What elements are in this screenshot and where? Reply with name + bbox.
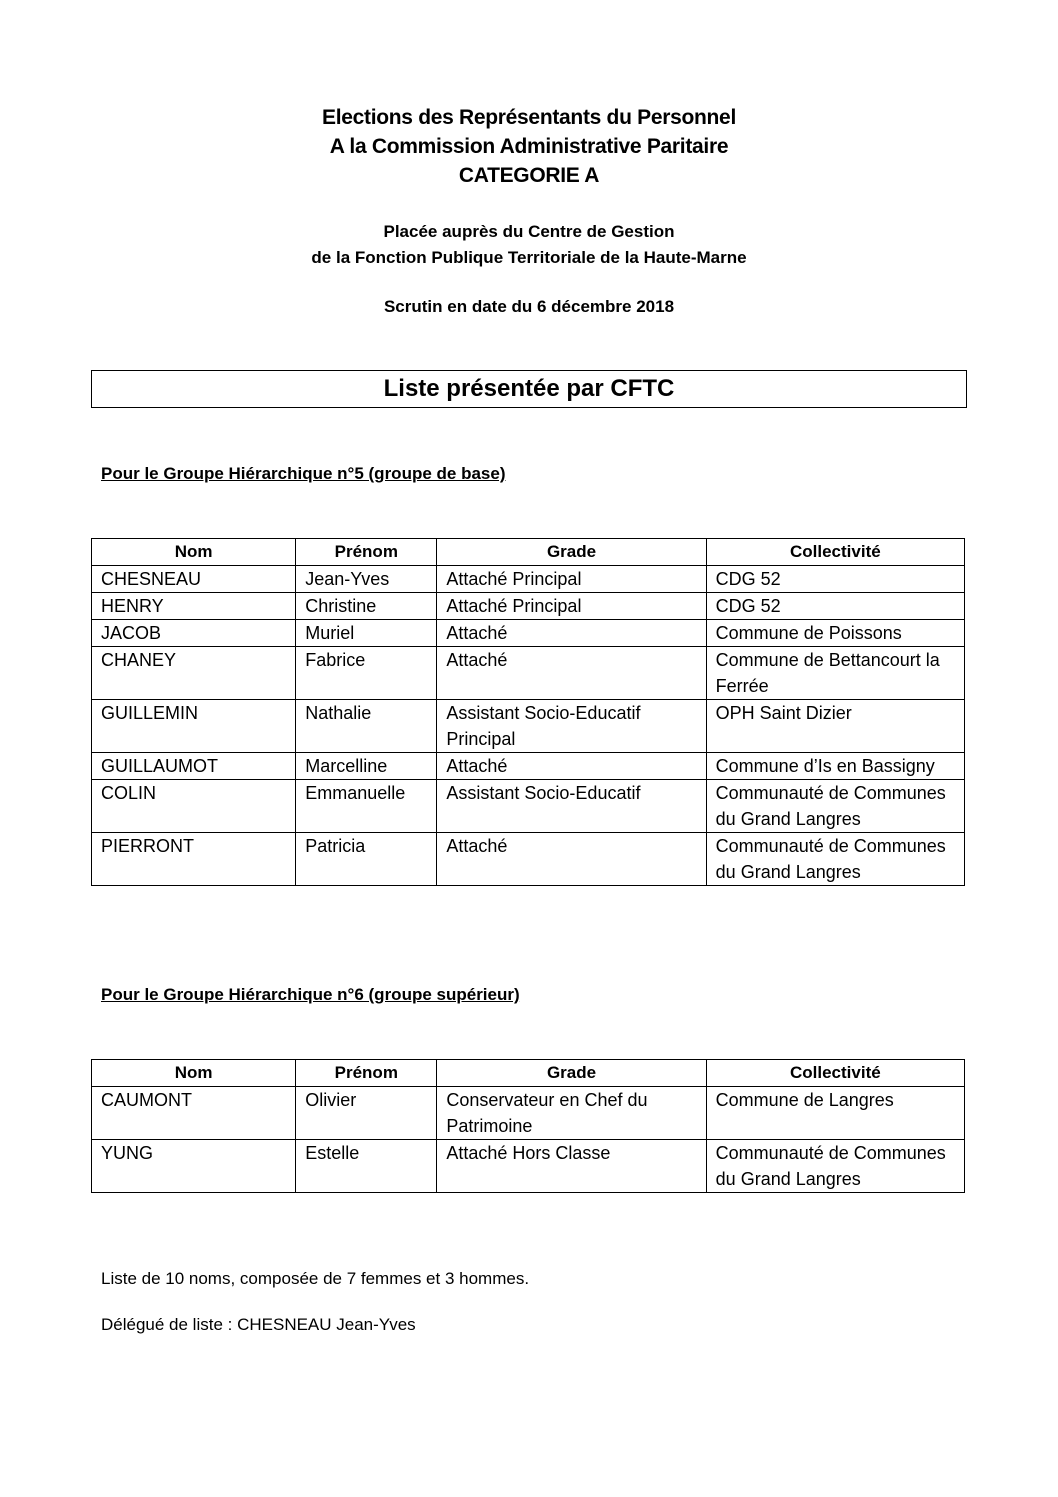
- cell-nom: PIERRONT: [92, 833, 296, 886]
- table-row: [92, 700, 965, 753]
- cell-grade: Attaché: [437, 647, 706, 700]
- list-summary: Liste de 10 noms, composée de 7 femmes et 3 hommes.: [101, 1269, 530, 1288]
- group6-table: [91, 1059, 965, 1193]
- cell-collectivite: Commune d’Is en Bassigny: [706, 753, 964, 780]
- header-grade: Grade: [437, 1060, 706, 1087]
- cell-collectivite: Commune de Poissons: [706, 620, 964, 647]
- cell-nom: HENRY: [92, 593, 296, 620]
- cell-grade: Conservateur en Chef du Patrimoine: [437, 1087, 706, 1140]
- subtitle-line-1: Placée auprès du Centre de Gestion: [383, 222, 675, 241]
- table-row: [92, 1087, 965, 1140]
- cell-collectivite: CDG 52: [706, 593, 964, 620]
- cell-collectivite: Communauté de Communes du Grand Langres: [706, 1140, 964, 1193]
- table-row: [92, 780, 965, 833]
- table-row: [92, 1140, 965, 1193]
- cell-collectivite: Commune de Langres: [706, 1087, 964, 1140]
- table-header-row: [92, 539, 965, 566]
- header-collectivite: Collectivité: [706, 1060, 964, 1087]
- subtitle-line-2: de la Fonction Publique Territoriale de la Haute-Marne: [311, 248, 747, 267]
- cell-grade: Assistant Socio-Educatif: [437, 780, 706, 833]
- cell-prenom: Fabrice: [296, 647, 437, 700]
- cell-grade: Assistant Socio-Educatif Principal: [437, 700, 706, 753]
- title-line-2: A la Commission Administrative Paritaire: [329, 135, 729, 158]
- cell-prenom: Marcelline: [296, 753, 437, 780]
- cell-collectivite: Communauté de Communes du Grand Langres: [706, 833, 964, 886]
- header-grade: Grade: [437, 539, 706, 566]
- cell-nom: COLIN: [92, 780, 296, 833]
- group6-heading: Pour le Groupe Hiérarchique n°6 (groupe supérieur): [101, 985, 520, 1004]
- cell-prenom: Jean-Yves: [296, 566, 437, 593]
- cell-collectivite: Communauté de Communes du Grand Langres: [706, 780, 964, 833]
- table-row: [92, 566, 965, 593]
- cell-nom: CHANEY: [92, 647, 296, 700]
- cell-nom: GUILLEMIN: [92, 700, 296, 753]
- group5-heading: Pour le Groupe Hiérarchique n°5 (groupe de base): [101, 464, 506, 483]
- header-nom: Nom: [92, 539, 296, 566]
- cell-prenom: Muriel: [296, 620, 437, 647]
- table-header-row: [92, 1060, 965, 1087]
- document-title: [0, 103, 1058, 190]
- cell-prenom: Emmanuelle: [296, 780, 437, 833]
- table-row: [92, 647, 965, 700]
- cell-grade: Attaché: [437, 833, 706, 886]
- table-row: [92, 753, 965, 780]
- cell-prenom: Nathalie: [296, 700, 437, 753]
- header-prenom: Prénom: [296, 539, 437, 566]
- cell-collectivite: Commune de Bettancourt la Ferrée: [706, 647, 964, 700]
- title-line-1: Elections des Représentants du Personnel: [322, 106, 736, 129]
- cell-prenom: Estelle: [296, 1140, 437, 1193]
- cell-grade: Attaché: [437, 753, 706, 780]
- list-delegate: Délégué de liste : CHESNEAU Jean-Yves: [101, 1315, 416, 1334]
- table-row: [92, 620, 965, 647]
- cell-nom: CAUMONT: [92, 1087, 296, 1140]
- cell-nom: GUILLAUMOT: [92, 753, 296, 780]
- cell-grade: Attaché Principal: [437, 593, 706, 620]
- cell-grade: Attaché Principal: [437, 566, 706, 593]
- ballot-date: Scrutin en date du 6 décembre 2018: [383, 297, 675, 316]
- cell-prenom: Patricia: [296, 833, 437, 886]
- cell-grade: Attaché Hors Classe: [437, 1140, 706, 1193]
- header-nom: Nom: [92, 1060, 296, 1087]
- group5-table: [91, 538, 965, 886]
- cell-nom: CHESNEAU: [92, 566, 296, 593]
- table-row: [92, 593, 965, 620]
- list-title-box: Liste présentée par CFTC: [91, 370, 967, 408]
- cell-prenom: Olivier: [296, 1087, 437, 1140]
- cell-collectivite: OPH Saint Dizier: [706, 700, 964, 753]
- header-prenom: Prénom: [296, 1060, 437, 1087]
- header-collectivite: Collectivité: [706, 539, 964, 566]
- title-line-3: CATEGORIE A: [458, 164, 600, 187]
- cell-nom: YUNG: [92, 1140, 296, 1193]
- document-subtitle: [0, 219, 1058, 271]
- cell-grade: Attaché: [437, 620, 706, 647]
- cell-prenom: Christine: [296, 593, 437, 620]
- cell-collectivite: CDG 52: [706, 566, 964, 593]
- cell-nom: JACOB: [92, 620, 296, 647]
- table-row: [92, 833, 965, 886]
